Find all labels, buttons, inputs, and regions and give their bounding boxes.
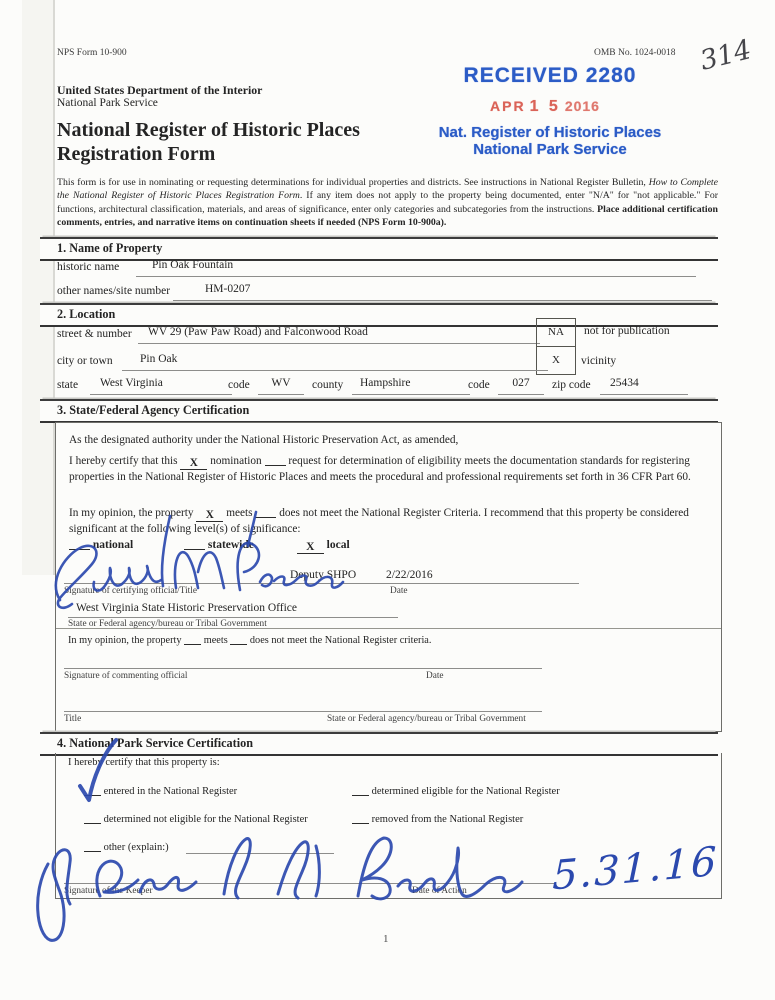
national-mark: [69, 549, 90, 550]
registry-stamp-line1: Nat. Register of Historic Places: [438, 124, 662, 141]
instructions-part2: . If any item does not apply to the property being documented, enter "N/A" for "not applicable." For functions, architectural classification, materials, and areas of significance, enter only categories and subcategories from the instructions.: [57, 190, 718, 215]
form-title: [57, 118, 360, 166]
certifying-signature-label: Signature of certifying official/Title: [64, 586, 197, 596]
opinion-p2: meets: [226, 507, 253, 519]
entered-label: entered in the National Register: [103, 786, 238, 797]
state-label: state: [57, 379, 79, 391]
historic-name-label: historic name: [57, 261, 120, 273]
statewide-label: statewide: [207, 539, 254, 551]
certify-p1: I hereby certify that this: [69, 455, 178, 467]
commenting-opinion: [68, 635, 708, 646]
significance-levels: [69, 539, 350, 554]
county-code-label: code: [468, 379, 490, 391]
box-divider: [56, 628, 721, 629]
title-line: [64, 711, 542, 712]
agency-name: National Park Service: [57, 97, 158, 109]
request-mark: [265, 465, 286, 466]
agency-value: West Virginia State Historic Preservation Office: [76, 602, 297, 614]
zip-value: 25434: [600, 377, 688, 395]
section3-header: [40, 399, 718, 423]
certifying-title-value: Deputy SHPO: [290, 569, 357, 581]
option-determined-eligible: [352, 786, 560, 797]
opinion2-p3: does not meet the National Register criteria.: [249, 635, 432, 646]
vicinity-checkbox: X: [536, 347, 576, 375]
instructions-part1: This form is for use in nominating or requesting determinations for individual properties and districts. See instructions in National Register Bulletin,: [57, 177, 649, 188]
opinion2-p1: In my opinion, the property: [68, 635, 182, 646]
state-certification-box: [55, 422, 722, 732]
option-removed: [352, 814, 523, 825]
title-label: Title: [64, 714, 82, 724]
not-eligible-label: determined not eligible for the National Register: [103, 814, 308, 825]
determined-eligible-label: determined eligible for the National Register: [371, 786, 560, 797]
opinion2-meets-mark: [184, 644, 201, 645]
agency-label: State or Federal agency/bureau or Tribal Government: [68, 619, 267, 629]
date-received-stamp: [455, 98, 635, 116]
date-stamp-month: APR: [490, 98, 526, 114]
form-instructions: [57, 176, 718, 230]
keeper-signature-line: [64, 883, 556, 884]
registry-stamp-line2: National Park Service: [473, 141, 627, 158]
entered-mark: [84, 795, 101, 796]
date-stamp-day: 1 5: [529, 98, 561, 115]
form-title-line2: Registration Form: [57, 143, 216, 165]
certifying-date-value: 2/22/2016: [386, 569, 433, 581]
local-mark: X: [297, 542, 324, 554]
nps-certify-intro: I hereby certify that this property is:: [68, 757, 220, 768]
keeper-date-handwritten: 5.31.16: [551, 838, 719, 900]
omb-number: OMB No. 1024-0018: [594, 48, 676, 58]
certify-statement: [69, 454, 714, 485]
city-label: city or town: [57, 355, 113, 367]
section4-heading: 4. National Park Service Certification: [57, 736, 253, 750]
county-code-value: 027: [498, 377, 544, 395]
historic-name-value: Pin Oak Fountain: [136, 259, 696, 277]
option-entered: [84, 786, 237, 797]
other-explain-line: [186, 853, 334, 854]
section1-heading: 1. Name of Property: [57, 241, 163, 255]
title-agency-label: State or Federal agency/bureau or Tribal Government: [327, 714, 526, 724]
opinion-statement: [69, 506, 714, 537]
certify-p2: nomination: [210, 455, 262, 467]
statewide-mark: [184, 549, 205, 550]
received-stamp: RECEIVED 2280: [463, 64, 637, 87]
other-names-value: HM-0207: [173, 283, 712, 301]
removed-label: removed from the National Register: [371, 814, 524, 825]
local-label: local: [326, 539, 350, 551]
keeper-date-label: Date of Action: [412, 886, 467, 896]
does-not-meet-mark: [255, 517, 276, 518]
form-title-line1: National Register of Historic Places: [57, 119, 360, 141]
opinion2-p2: meets: [203, 635, 228, 646]
meets-mark: X: [196, 510, 223, 522]
zip-label: zip code: [552, 379, 591, 391]
certify-p3: request for determination of eligibility meets the documentation standards for registering properties in the National Register of Historic Places and meets the procedural and professional requirements set forth in 36 CFR Part 60.: [69, 455, 691, 483]
other-names-label: other names/site number: [57, 285, 171, 297]
city-value: Pin Oak: [122, 353, 548, 371]
registry-stamp: [415, 124, 685, 158]
section2-heading: 2. Location: [57, 307, 116, 321]
county-label: county: [312, 379, 344, 391]
section1-header: [40, 237, 718, 261]
county-value: Hampshire: [352, 377, 470, 395]
not-eligible-mark: [84, 823, 101, 824]
commenting-date-label: Date: [426, 671, 444, 681]
national-label: national: [92, 539, 134, 551]
commenting-signature-line: [64, 668, 542, 669]
instructions-bold: Place additional certification comments, entries, and narrative items on continuation sheets if needed (NPS Form 10-900a).: [57, 203, 718, 229]
agency-line: [68, 617, 398, 618]
option-other: [84, 842, 169, 853]
other-label: other (explain:): [103, 842, 169, 853]
department-name: United States Department of the Interior: [57, 83, 263, 97]
opinion2-notmeet-mark: [230, 644, 247, 645]
handwritten-page-index: 314: [697, 34, 755, 77]
page-number: 1: [383, 933, 389, 945]
instructions-italic: How to Complete the National Register of Historic Places Registration Form: [57, 177, 718, 202]
street-label: street & number: [57, 328, 132, 340]
certifying-date-label: Date: [390, 586, 408, 596]
determined-eligible-mark: [352, 795, 369, 796]
state-code-value: WV: [258, 377, 304, 395]
opinion-p3: does not meet the National Register Criteria. I recommend that this property be considered significant at the following level(s) of significance:: [69, 507, 689, 535]
keeper-signature-label: Signature of the Keeper: [64, 886, 153, 896]
other-mark: [84, 851, 101, 852]
certifying-signature-line: [64, 583, 579, 584]
scan-edge-shadow: [22, 0, 53, 575]
option-not-eligible: [84, 814, 308, 825]
commenting-signature-label: Signature of commenting official: [64, 671, 188, 681]
removed-mark: [352, 823, 369, 824]
nomination-mark: X: [180, 458, 207, 470]
date-stamp-year: 2016: [564, 98, 600, 114]
authority-statement: As the designated authority under the National Historic Preservation Act, as amended,: [69, 434, 459, 446]
vicinity-label: vicinity: [581, 355, 617, 367]
section2-header: [40, 303, 718, 327]
not-for-publication-label: not for publication: [584, 325, 670, 337]
state-code-label: code: [228, 379, 250, 391]
form-number: NPS Form 10-900: [57, 48, 127, 58]
street-value: WV 29 (Paw Paw Road) and Falconwood Road: [138, 326, 540, 344]
state-value: West Virginia: [90, 377, 232, 395]
opinion-p1: In my opinion, the property: [69, 507, 194, 519]
section3-heading: 3. State/Federal Agency Certification: [57, 403, 250, 417]
not-for-publication-checkbox: NA: [536, 318, 576, 347]
